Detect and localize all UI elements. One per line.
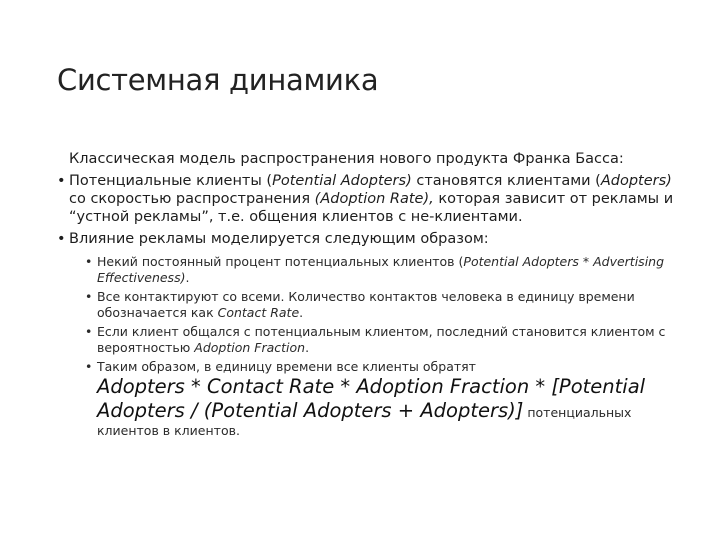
bullet-icon: • bbox=[85, 359, 93, 374]
term-text: Contact Rate bbox=[217, 304, 300, 320]
bullet-text: Влияние рекламы моделируется следующим образом: bbox=[69, 231, 489, 247]
term-potential-adopters: Potential Adopters) bbox=[272, 173, 412, 189]
formula-text: Adopters * Contact Rate * Adoption Fraction * [Potential Adopters / (Potential Adopters + Adopters)] bbox=[97, 374, 646, 422]
term-adoption-rate: (Adoption Rate), bbox=[314, 191, 434, 207]
slide-title: Системная динамика bbox=[57, 63, 379, 97]
bullet-icon: • bbox=[85, 254, 93, 269]
bullet-icon: • bbox=[57, 173, 66, 189]
sub-bullet-text: Все контактируют со всеми. Количество контактов человека в единицу времени обозначается как bbox=[97, 289, 635, 320]
bullet-text: Потенциальные клиенты ( bbox=[69, 173, 273, 189]
term-adopters: Adopters) bbox=[600, 173, 672, 189]
sub-bullet-text: Если клиент общался с потенциальным клиентом, последний становится клиентом с вероятностью bbox=[97, 324, 666, 355]
bullet-text: становятся клиентами ( bbox=[411, 173, 601, 189]
sub-bullet-text: потенциальных клиентов в клиентов. bbox=[97, 404, 632, 438]
bullet-icon: • bbox=[57, 231, 66, 247]
slide-body bbox=[57, 150, 687, 442]
sub-bullet-text: . bbox=[305, 339, 310, 355]
sub-bullet-item bbox=[85, 324, 687, 355]
sub-bullet-text: Некий постоянный процент потенциальных клиентов ( bbox=[97, 254, 464, 269]
sub-bullet-text: . bbox=[299, 304, 304, 320]
term-text: Potential Adopters * Advertising Effectiveness) bbox=[97, 254, 665, 285]
sub-bullet-list bbox=[85, 254, 687, 438]
bullet-text: которая зависит от рекламы и “устной рекламы”, т.е. общения клиентов с не-клиентами. bbox=[69, 191, 674, 225]
sub-bullet-text: . bbox=[185, 269, 190, 285]
bullet-icon: • bbox=[85, 324, 93, 339]
bullet-text: со скоростью распространения bbox=[69, 191, 315, 207]
sub-bullet-text: Таким образом, в единицу времени все клиенты обратят bbox=[97, 359, 476, 374]
sub-bullet-item bbox=[85, 254, 687, 285]
bullet-item bbox=[57, 230, 687, 248]
bullet-icon: • bbox=[85, 289, 93, 304]
sub-bullet-item bbox=[85, 359, 687, 438]
term-text: Adoption Fraction bbox=[194, 339, 306, 355]
sub-bullet-item bbox=[85, 289, 687, 320]
intro-text: Классическая модель распространения нового продукта Франка Басса: bbox=[69, 151, 624, 167]
bullet-item bbox=[57, 172, 687, 226]
